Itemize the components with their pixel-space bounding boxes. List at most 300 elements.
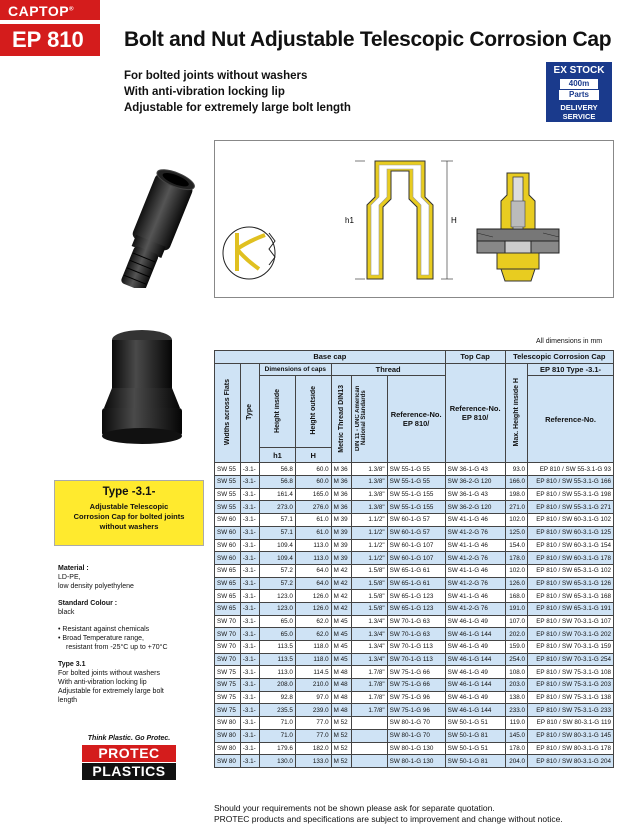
table-cell: 61.0 xyxy=(295,526,331,539)
table-cell: EP 810 / SW 75-3.1-G 108 xyxy=(527,666,613,679)
table-cell: SW 80 xyxy=(215,742,241,755)
table-cell: EP 810 / SW 70-3.1-G 159 xyxy=(527,641,613,654)
table-cell: 113.5 xyxy=(260,653,296,666)
product-photo-telescopic xyxy=(54,140,204,288)
table-cell: EP 810 / SW 80-3.1-G 145 xyxy=(527,729,613,742)
product-photo-cap xyxy=(54,308,204,456)
table-cell: SW 65-1-G 61 xyxy=(387,577,445,590)
table-cell: 133.0 xyxy=(295,755,331,768)
type-box-line1: Adjustable Telescopic xyxy=(89,502,169,511)
table-cell: 154.0 xyxy=(505,539,527,552)
colour-value: black xyxy=(58,609,75,616)
type-box-line2: Corrosion Cap for bolted joints xyxy=(73,512,185,521)
table-cell: 276.0 xyxy=(295,501,331,514)
material-value2: low density polyethylene xyxy=(58,583,134,590)
table-cell: 1.3/8" xyxy=(352,488,388,501)
table-cell: 1.3/4" xyxy=(352,615,388,628)
col-widths-across-flats: Widths across Flats xyxy=(223,378,231,446)
table-cell: 77.0 xyxy=(295,729,331,742)
table-cell: -3.1- xyxy=(240,679,259,692)
table-cell: SW 75 xyxy=(215,666,241,679)
col-height-outside: Height outside xyxy=(309,386,317,436)
page-title: Bolt and Nut Adjustable Telescopic Corrosion Cap xyxy=(124,28,612,51)
bullet-temperature: • Broad Temperature range, xyxy=(58,634,204,643)
table-cell: 93.0 xyxy=(505,463,527,476)
table-cell: 1.3/4" xyxy=(352,641,388,654)
brand-name: CAPTOP xyxy=(8,3,70,19)
table-cell: 123.0 xyxy=(260,590,296,603)
table-cell: SW 46-1-G 144 xyxy=(445,679,505,692)
table-cell: 77.0 xyxy=(295,717,331,730)
table-cell: 1.7/8" xyxy=(352,691,388,704)
table-cell: 102.0 xyxy=(505,564,527,577)
table-cell: -3.1- xyxy=(240,577,259,590)
table-cell: SW 65 xyxy=(215,590,241,603)
table-cell: -3.1- xyxy=(240,526,259,539)
table-cell: -3.1- xyxy=(240,729,259,742)
table-cell: SW 41-2-G 76 xyxy=(445,602,505,615)
table-cell: 165.0 xyxy=(295,488,331,501)
table-cell: M 36 xyxy=(331,476,351,489)
col-thread: Thread xyxy=(331,363,445,376)
table-cell: SW 50-1-G 81 xyxy=(445,755,505,768)
table-cell: EP 810 / SW 65-3.1-G 191 xyxy=(527,602,613,615)
table-row xyxy=(215,615,614,628)
table-cell: M 52 xyxy=(331,729,351,742)
col-type31: EP 810 Type -3.1- xyxy=(527,363,613,376)
table-cell: SW 36-1-G 43 xyxy=(445,488,505,501)
stock-line2: 400m xyxy=(559,78,599,90)
stock-badge xyxy=(546,62,612,122)
table-cell: 166.0 xyxy=(505,476,527,489)
table-cell: 1.5/8" xyxy=(352,602,388,615)
logo-line1: PROTEC xyxy=(82,745,176,762)
table-cell: SW 55 xyxy=(215,463,241,476)
table-cell: SW 75 xyxy=(215,679,241,692)
feature-3: Adjustable for extremely large bolt length xyxy=(124,102,351,114)
table-cell: 235.5 xyxy=(260,704,296,717)
table-cell: M 45 xyxy=(331,615,351,628)
table-cell: SW 46-1-G 144 xyxy=(445,653,505,666)
table-row xyxy=(215,704,614,717)
table-cell: M 36 xyxy=(331,488,351,501)
table-cell: 57.1 xyxy=(260,526,296,539)
table-cell: SW 65 xyxy=(215,577,241,590)
table-cell: -3.1- xyxy=(240,742,259,755)
col-h1: h1 xyxy=(260,448,296,463)
table-cell: 130.0 xyxy=(260,755,296,768)
table-cell: SW 60-1-G 107 xyxy=(387,539,445,552)
table-cell: SW 60 xyxy=(215,539,241,552)
table-cell: SW 55 xyxy=(215,476,241,489)
table-cell: 57.2 xyxy=(260,564,296,577)
table-cell: SW 46-1-G 49 xyxy=(445,666,505,679)
table-cell: -3.1- xyxy=(240,653,259,666)
table-cell: SW 36-1-G 43 xyxy=(445,463,505,476)
table-cell: M 39 xyxy=(331,539,351,552)
table-cell: 1.7/8" xyxy=(352,679,388,692)
table-row xyxy=(215,717,614,730)
material-value1: LD-PE, xyxy=(58,574,81,581)
table-cell: EP 810 / SW 60-3.1-G 102 xyxy=(527,514,613,527)
table-cell: M 48 xyxy=(331,704,351,717)
table-cell: 56.8 xyxy=(260,463,296,476)
table-cell: M 45 xyxy=(331,641,351,654)
table-row xyxy=(215,641,614,654)
table-cell: M 48 xyxy=(331,679,351,692)
table-cell: M 45 xyxy=(331,628,351,641)
table-cell: SW 55 xyxy=(215,501,241,514)
col-unc-thread: DIN 11 - UNC American National Standards xyxy=(355,385,368,452)
table-cell: SW 80-1-G 70 xyxy=(387,729,445,742)
table-cell: SW 70 xyxy=(215,653,241,666)
table-cell: -3.1- xyxy=(240,463,259,476)
table-cell: -3.1- xyxy=(240,641,259,654)
table-cell: -3.1- xyxy=(240,539,259,552)
table-cell: 113.5 xyxy=(260,641,296,654)
table-cell: 109.4 xyxy=(260,552,296,565)
table-cell: SW 60 xyxy=(215,514,241,527)
table-cell: EP 810 / SW 55-3.1-G 93 xyxy=(527,463,613,476)
table-cell: SW 46-1-G 49 xyxy=(445,691,505,704)
table-cell: SW 65-1-G 123 xyxy=(387,590,445,603)
material-label: Material : xyxy=(58,565,89,572)
table-cell: -3.1- xyxy=(240,501,259,514)
table-cell: SW 75-1-G 96 xyxy=(387,704,445,717)
table-row xyxy=(215,552,614,565)
table-cell: SW 80 xyxy=(215,717,241,730)
table-cell: 1.7/8" xyxy=(352,666,388,679)
technical-drawing xyxy=(214,140,614,298)
table-row xyxy=(215,628,614,641)
table-cell: 1.3/8" xyxy=(352,476,388,489)
table-cell: SW 41-2-G 76 xyxy=(445,577,505,590)
table-cell: SW 60-1-G 57 xyxy=(387,526,445,539)
group-telescopic-cap: Telescopic Corrosion Cap xyxy=(505,351,613,364)
table-cell: 64.0 xyxy=(295,564,331,577)
table-cell: -3.1- xyxy=(240,552,259,565)
table-cell: SW 46-1-G 144 xyxy=(445,628,505,641)
table-cell: 182.0 xyxy=(295,742,331,755)
table-cell: 113.0 xyxy=(295,539,331,552)
protec-logo xyxy=(54,735,204,797)
table-row xyxy=(215,577,614,590)
table-cell: -3.1- xyxy=(240,514,259,527)
col-dimensions: Dimensions of caps xyxy=(260,363,332,376)
bullet-temperature-range: resistant from -25°C up to +70°C xyxy=(66,644,168,651)
table-row xyxy=(215,463,614,476)
table-cell: SW 65-1-G 61 xyxy=(387,564,445,577)
footer-line2: PROTEC products and specifications are subject to improvement and change without notice. xyxy=(214,814,563,824)
col-ref-top: Reference-No. EP 810/ xyxy=(445,363,505,463)
table-cell: -3.1- xyxy=(240,615,259,628)
table-cell: EP 810 / SW 60-3.1-G 125 xyxy=(527,526,613,539)
table-row xyxy=(215,666,614,679)
table-cell: 126.0 xyxy=(295,602,331,615)
table-cell: SW 75 xyxy=(215,691,241,704)
stock-line1: EX STOCK xyxy=(553,65,605,76)
table-cell: EP 810 / SW 65-3.1-G 168 xyxy=(527,590,613,603)
table-cell: 125.0 xyxy=(505,526,527,539)
table-cell: -3.1- xyxy=(240,476,259,489)
table-cell: EP 810 / SW 70-3.1-G 202 xyxy=(527,628,613,641)
col-max-height: Max. Height inside H xyxy=(512,377,520,447)
table-cell xyxy=(352,742,388,755)
table-cell: 254.0 xyxy=(505,653,527,666)
table-cell: EP 810 / SW 65-3.1-G 102 xyxy=(527,564,613,577)
table-cell: SW 70 xyxy=(215,628,241,641)
table-cell: 119.0 xyxy=(505,717,527,730)
dimension-h1-label: h1 xyxy=(345,216,354,225)
table-row xyxy=(215,602,614,615)
table-cell: 203.0 xyxy=(505,679,527,692)
table-cell: 1.5/8" xyxy=(352,564,388,577)
table-cell: 126.0 xyxy=(295,590,331,603)
table-row xyxy=(215,679,614,692)
table-cell: SW 70-1-G 113 xyxy=(387,641,445,654)
table-cell: 191.0 xyxy=(505,602,527,615)
table-cell: 97.0 xyxy=(295,691,331,704)
table-cell xyxy=(352,717,388,730)
table-cell: 178.0 xyxy=(505,552,527,565)
table-cell: M 52 xyxy=(331,742,351,755)
table-cell: 56.8 xyxy=(260,476,296,489)
material-info xyxy=(58,564,204,710)
table-cell: -3.1- xyxy=(240,704,259,717)
table-cell: SW 55 xyxy=(215,488,241,501)
table-cell: M 39 xyxy=(331,552,351,565)
table-cell: 1.3/4" xyxy=(352,653,388,666)
table-cell: 1.3/8" xyxy=(352,463,388,476)
table-cell: 273.0 xyxy=(260,501,296,514)
table-cell: SW 50-1-G 51 xyxy=(445,717,505,730)
table-cell: M 42 xyxy=(331,602,351,615)
bullet-chemicals: • Resistant against chemicals xyxy=(58,625,204,634)
table-cell: -3.1- xyxy=(240,590,259,603)
table-cell: SW 55-1-G 55 xyxy=(387,463,445,476)
table-cell: -3.1- xyxy=(240,755,259,768)
table-cell: 178.0 xyxy=(505,742,527,755)
table-cell: SW 75-1-G 66 xyxy=(387,679,445,692)
table-cell: M 36 xyxy=(331,463,351,476)
table-cell: 57.1 xyxy=(260,514,296,527)
table-row xyxy=(215,514,614,527)
col-height-inside: Height inside xyxy=(273,388,281,433)
table-cell: 161.4 xyxy=(260,488,296,501)
table-cell: 233.0 xyxy=(505,704,527,717)
table-cell: 108.0 xyxy=(505,666,527,679)
feature-1: For bolted joints without washers xyxy=(124,70,308,82)
table-cell: SW 55-1-G 55 xyxy=(387,476,445,489)
table-cell: EP 810 / SW 55-3.1-G 166 xyxy=(527,476,613,489)
logo-slogan: Think Plastic. Go Protec. xyxy=(87,735,171,742)
table-row xyxy=(215,539,614,552)
type-line2: With anti-vibration locking lip xyxy=(58,679,147,686)
table-cell: 113.0 xyxy=(260,666,296,679)
table-cell: M 45 xyxy=(331,653,351,666)
table-cell: EP 810 / SW 80-3.1-G 178 xyxy=(527,742,613,755)
table-cell: EP 810 / SW 75-3.1-G 233 xyxy=(527,704,613,717)
table-cell: 92.8 xyxy=(260,691,296,704)
table-cell: EP 810 / SW 75-3.1-G 138 xyxy=(527,691,613,704)
table-cell: 1.1/2" xyxy=(352,539,388,552)
table-cell: 118.0 xyxy=(295,641,331,654)
table-cell: M 42 xyxy=(331,564,351,577)
table-cell: SW 55-1-G 155 xyxy=(387,488,445,501)
table-cell: SW 60 xyxy=(215,552,241,565)
table-cell: 114.5 xyxy=(295,666,331,679)
table-cell: EP 810 / SW 80-3.1-G 204 xyxy=(527,755,613,768)
table-cell: 159.0 xyxy=(505,641,527,654)
table-cell: SW 60 xyxy=(215,526,241,539)
table-cell: 65.0 xyxy=(260,615,296,628)
table-cell: SW 46-1-G 49 xyxy=(445,615,505,628)
table-cell: 271.0 xyxy=(505,501,527,514)
table-cell: SW 50-1-G 51 xyxy=(445,742,505,755)
footer-note xyxy=(214,803,563,825)
type-info-box xyxy=(54,480,204,546)
table-row xyxy=(215,488,614,501)
table-cell: 198.0 xyxy=(505,488,527,501)
table-cell: SW 75-1-G 66 xyxy=(387,666,445,679)
table-cell: 123.0 xyxy=(260,602,296,615)
table-cell: -3.1- xyxy=(240,602,259,615)
table-row xyxy=(215,476,614,489)
brand-badge: CAPTOP® xyxy=(0,0,100,20)
dimension-h-label: H xyxy=(451,216,457,225)
table-cell: 1.5/8" xyxy=(352,590,388,603)
table-cell: SW 70-1-G 63 xyxy=(387,628,445,641)
table-row xyxy=(215,742,614,755)
table-cell: M 39 xyxy=(331,514,351,527)
table-cell: EP 810 / SW 75-3.1-G 203 xyxy=(527,679,613,692)
table-cell: -3.1- xyxy=(240,666,259,679)
table-cell: SW 65 xyxy=(215,564,241,577)
group-top-cap: Top Cap xyxy=(445,351,505,364)
col-ref-tele: Reference-No. xyxy=(527,376,613,463)
table-cell: 64.0 xyxy=(295,577,331,590)
table-cell: SW 36-2-G 120 xyxy=(445,501,505,514)
table-cell: SW 80-1-G 130 xyxy=(387,755,445,768)
table-cell: 126.0 xyxy=(505,577,527,590)
table-cell: SW 75 xyxy=(215,704,241,717)
table-cell: SW 41-2-G 76 xyxy=(445,526,505,539)
table-row xyxy=(215,755,614,768)
table-cell: M 52 xyxy=(331,717,351,730)
table-cell: 1.1/2" xyxy=(352,526,388,539)
table-cell: EP 810 / SW 60-3.1-G 154 xyxy=(527,539,613,552)
table-cell: 60.0 xyxy=(295,463,331,476)
logo-line2: PLASTICS xyxy=(82,763,176,780)
table-cell: SW 60-1-G 57 xyxy=(387,514,445,527)
table-row xyxy=(215,590,614,603)
table-cell: M 39 xyxy=(331,526,351,539)
table-cell: 62.0 xyxy=(295,615,331,628)
table-row xyxy=(215,501,614,514)
table-cell: SW 65-1-G 123 xyxy=(387,602,445,615)
table-cell: 179.6 xyxy=(260,742,296,755)
type-box-title: Type -3.1- xyxy=(102,486,156,498)
table-cell: -3.1- xyxy=(240,488,259,501)
table-cell: 138.0 xyxy=(505,691,527,704)
stock-line3: Parts xyxy=(559,90,599,100)
table-cell xyxy=(352,755,388,768)
table-cell: -3.1- xyxy=(240,691,259,704)
table-cell: -3.1- xyxy=(240,628,259,641)
table-cell: 1.3/4" xyxy=(352,628,388,641)
col-ref-base: Reference-No. EP 810/ xyxy=(387,376,445,463)
table-cell: 61.0 xyxy=(295,514,331,527)
table-cell: M 48 xyxy=(331,691,351,704)
table-cell: 1.7/8" xyxy=(352,704,388,717)
type-label: Type 3.1 xyxy=(58,661,86,668)
col-type: Type xyxy=(246,404,254,420)
table-cell xyxy=(352,729,388,742)
table-row xyxy=(215,729,614,742)
table-cell: 1.5/8" xyxy=(352,577,388,590)
table-cell: 107.0 xyxy=(505,615,527,628)
table-cell: M 52 xyxy=(331,755,351,768)
feature-list xyxy=(124,68,351,116)
table-cell: SW 65 xyxy=(215,602,241,615)
colour-label: Standard Colour : xyxy=(58,600,118,607)
stock-line4: DELIVERY SERVICE xyxy=(560,103,598,121)
table-cell: SW 55-1-G 155 xyxy=(387,501,445,514)
table-cell: SW 41-1-G 46 xyxy=(445,590,505,603)
table-row xyxy=(215,564,614,577)
table-cell: 208.0 xyxy=(260,679,296,692)
table-cell: EP 810 / SW 55-3.1-G 198 xyxy=(527,488,613,501)
table-cell: SW 46-1-G 49 xyxy=(445,641,505,654)
table-cell: 62.0 xyxy=(295,628,331,641)
table-cell: 65.0 xyxy=(260,628,296,641)
table-cell: EP 810 / SW 70-3.1-G 107 xyxy=(527,615,613,628)
table-cell: M 48 xyxy=(331,666,351,679)
type-line4: length xyxy=(58,697,78,704)
col-H: H xyxy=(295,448,331,463)
table-cell: 113.0 xyxy=(295,552,331,565)
table-cell: SW 50-1-G 81 xyxy=(445,729,505,742)
table-cell: SW 41-1-G 46 xyxy=(445,514,505,527)
table-row xyxy=(215,526,614,539)
table-cell: M 36 xyxy=(331,501,351,514)
table-cell: 1.3/8" xyxy=(352,501,388,514)
table-cell: SW 36-2-G 120 xyxy=(445,476,505,489)
table-cell: SW 80 xyxy=(215,729,241,742)
table-cell: M 42 xyxy=(331,577,351,590)
table-cell: SW 80-1-G 130 xyxy=(387,742,445,755)
table-cell: SW 60-1-G 107 xyxy=(387,552,445,565)
table-cell: SW 80-1-G 70 xyxy=(387,717,445,730)
table-cell: 109.4 xyxy=(260,539,296,552)
type-line1: For bolted joints without washers xyxy=(58,670,160,677)
table-cell: -3.1- xyxy=(240,717,259,730)
table-cell: SW 41-1-G 46 xyxy=(445,564,505,577)
table-cell: SW 46-1-G 144 xyxy=(445,704,505,717)
table-cell: 71.0 xyxy=(260,729,296,742)
table-cell: SW 70-1-G 113 xyxy=(387,653,445,666)
table-cell: 1.1/2" xyxy=(352,514,388,527)
table-cell: 210.0 xyxy=(295,679,331,692)
model-badge: EP 810 xyxy=(0,24,100,56)
footer-line1: Should your requirements not be shown please ask for separate quotation. xyxy=(214,803,495,813)
table-cell: SW 70 xyxy=(215,641,241,654)
table-cell: EP 810 / SW 80-3.1-G 119 xyxy=(527,717,613,730)
feature-2: With anti-vibration locking lip xyxy=(124,86,285,98)
group-base-cap: Base cap xyxy=(215,351,446,364)
table-cell: SW 41-2-G 76 xyxy=(445,552,505,565)
type-box-line3: without washers xyxy=(99,522,159,531)
